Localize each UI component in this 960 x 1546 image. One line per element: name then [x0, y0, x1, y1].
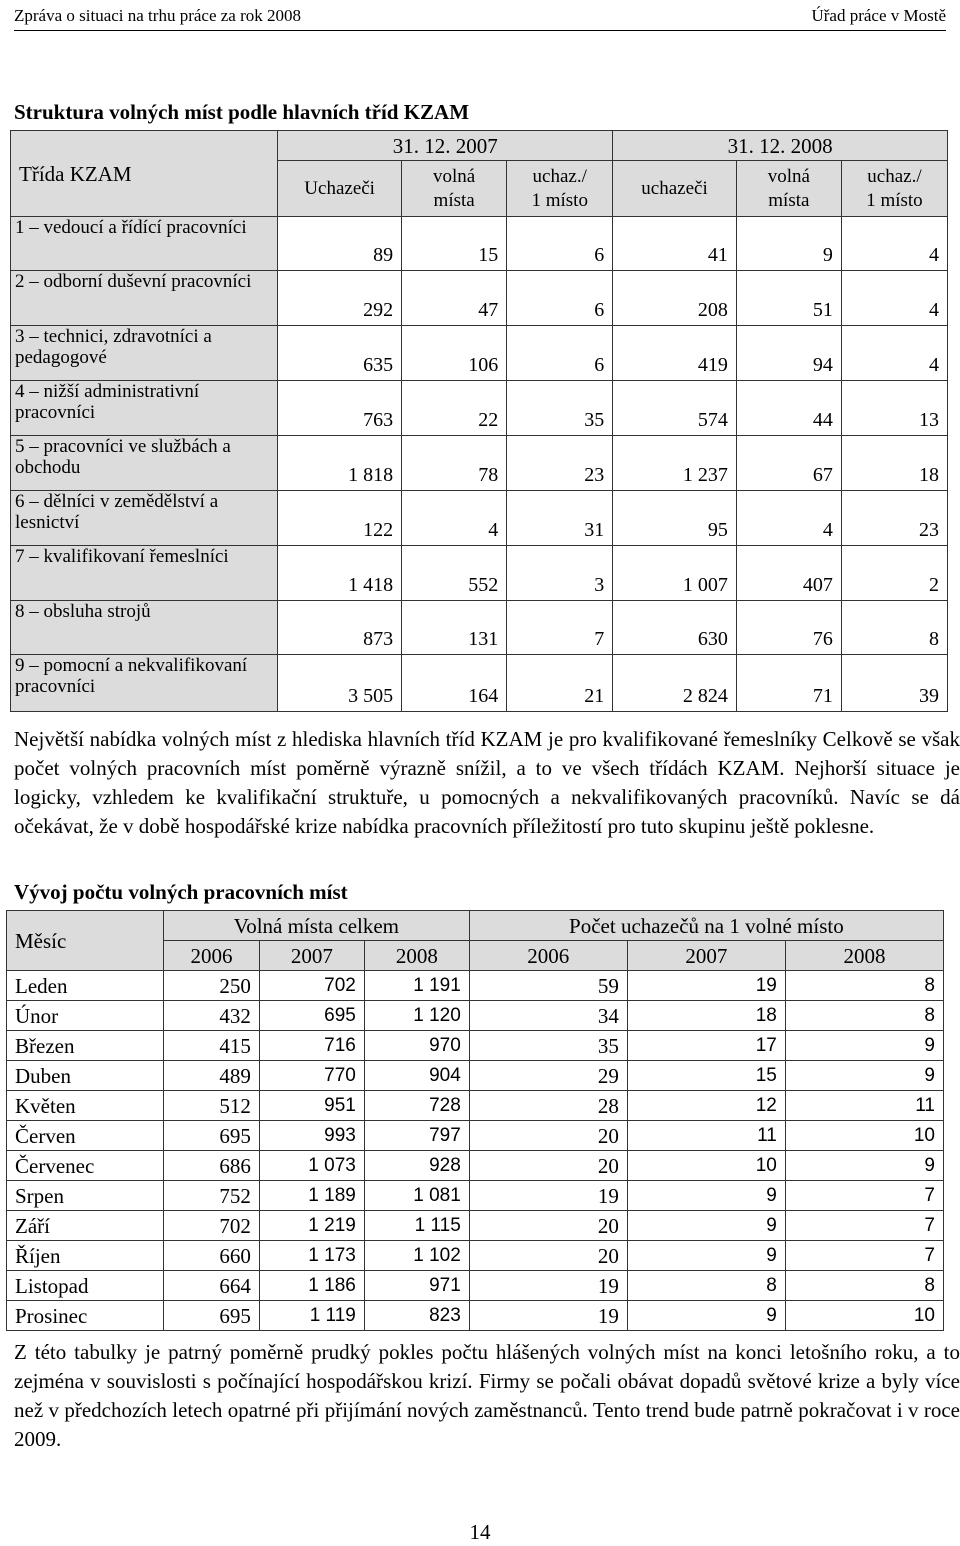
header-office-name: Úřad práce v Mostě: [811, 6, 946, 25]
monthly-month-label: Listopad: [7, 1271, 164, 1301]
monthly-year-header: 2008: [364, 941, 469, 971]
kzam-cell: 4: [841, 217, 947, 271]
kzam-row: [11, 217, 948, 271]
monthly-cell: 20: [469, 1241, 627, 1271]
monthly-cell: 28: [469, 1091, 627, 1121]
monthly-year-header: 2006: [469, 941, 627, 971]
kzam-cell: 51: [736, 271, 841, 326]
monthly-cell: 19: [469, 1301, 627, 1331]
monthly-row: [7, 1091, 944, 1121]
monthly-cell: 29: [469, 1061, 627, 1091]
monthly-cell: 1 191: [364, 971, 469, 1001]
kzam-cell: 71: [736, 655, 841, 712]
kzam-cell: 35: [507, 381, 613, 436]
monthly-cell: 489: [164, 1061, 260, 1091]
kzam-cell: 94: [736, 326, 841, 381]
monthly-cell: 8: [627, 1271, 785, 1301]
monthly-month-label: Září: [7, 1211, 164, 1241]
kzam-table: [10, 130, 948, 712]
monthly-cell: 17: [627, 1031, 785, 1061]
kzam-cell: 419: [613, 326, 737, 381]
monthly-month-label: Únor: [7, 1001, 164, 1031]
monthly-cell: 20: [469, 1151, 627, 1181]
monthly-row: [7, 1271, 944, 1301]
kzam-cell: 89: [278, 217, 402, 271]
monthly-cell: 512: [164, 1091, 260, 1121]
kzam-cell: 552: [402, 546, 507, 601]
monthly-row: [7, 971, 944, 1001]
kzam-cell: 4: [402, 491, 507, 546]
kzam-cell: 4: [841, 326, 947, 381]
monthly-cell: 9: [627, 1211, 785, 1241]
kzam-row: [11, 381, 948, 436]
monthly-month-label: Duben: [7, 1061, 164, 1091]
monthly-cell: 10: [785, 1121, 943, 1151]
monthly-cell: 716: [259, 1031, 364, 1061]
monthly-cell: 797: [364, 1121, 469, 1151]
kzam-cell: 7: [507, 601, 613, 655]
kzam-cell: 1 237: [613, 436, 737, 491]
kzam-row: [11, 491, 948, 546]
monthly-cell: 20: [469, 1121, 627, 1151]
monthly-month-label: Březen: [7, 1031, 164, 1061]
monthly-month-label: Červenec: [7, 1151, 164, 1181]
monthly-cell: 1 119: [259, 1301, 364, 1331]
kzam-cell: 21: [507, 655, 613, 712]
monthly-vacancies-table: [6, 910, 944, 1331]
monthly-cell: 660: [164, 1241, 260, 1271]
monthly-cell: 904: [364, 1061, 469, 1091]
kzam-class-header: Třída KZAM: [11, 131, 278, 217]
kzam-cell: 574: [613, 381, 737, 436]
monthly-cell: 9: [785, 1061, 943, 1091]
monthly-cell: 770: [259, 1061, 364, 1091]
monthly-cell: 35: [469, 1031, 627, 1061]
monthly-cell: 1 120: [364, 1001, 469, 1031]
kzam-cell: 106: [402, 326, 507, 381]
monthly-month-label: Leden: [7, 971, 164, 1001]
monthly-cell: 9: [627, 1181, 785, 1211]
monthly-cell: 7: [785, 1241, 943, 1271]
kzam-row: [11, 326, 948, 381]
kzam-cell: 3: [507, 546, 613, 601]
kzam-subheader: volná místa: [402, 161, 507, 217]
monthly-group-vacancies: Volná místa celkem: [164, 911, 470, 941]
kzam-class-label: 8 – obsluha strojů: [11, 601, 278, 655]
kzam-cell: 208: [613, 271, 737, 326]
kzam-class-label: 1 – vedoucí a řídící pracovníci: [11, 217, 278, 271]
kzam-class-label: 2 – odborní duševní pracovníci: [11, 271, 278, 326]
monthly-cell: 695: [164, 1121, 260, 1151]
monthly-cell: 1 173: [259, 1241, 364, 1271]
monthly-cell: 9: [785, 1151, 943, 1181]
page-number: 14: [469, 1520, 491, 1544]
kzam-subheader: uchaz./ 1 místo: [841, 161, 947, 217]
monthly-month-label: Prosinec: [7, 1301, 164, 1331]
monthly-section-title: Vývoj počtu volných pracovních míst: [14, 880, 348, 904]
monthly-commentary: Z této tabulky je patrný poměrně prudký pokles počtu hlášených volných míst na konci letošního roku, a to zejména v souvislosti s počínající hospodářskou krizí. Firmy se počali obávat dopadů světové krize a byly více než v předchozích letech opatrné při přijímání nových zaměstnanců. Tento trend bude patrně pokračovat i v roce 2009.: [14, 1340, 960, 1451]
monthly-cell: 12: [627, 1091, 785, 1121]
kzam-cell: 635: [278, 326, 402, 381]
monthly-cell: 752: [164, 1181, 260, 1211]
kzam-class-label: 5 – pracovníci ve službách a obchodu: [11, 436, 278, 491]
monthly-cell: 971: [364, 1271, 469, 1301]
kzam-cell: 44: [736, 381, 841, 436]
monthly-cell: 8: [785, 1001, 943, 1031]
kzam-cell: 4: [841, 271, 947, 326]
monthly-cell: 823: [364, 1301, 469, 1331]
kzam-cell: 1 418: [278, 546, 402, 601]
kzam-cell: 76: [736, 601, 841, 655]
monthly-cell: 1 219: [259, 1211, 364, 1241]
monthly-row: [7, 1031, 944, 1061]
kzam-subheader: uchazeči: [613, 161, 737, 217]
kzam-cell: 18: [841, 436, 947, 491]
kzam-cell: 2: [841, 546, 947, 601]
monthly-row: [7, 1061, 944, 1091]
monthly-cell: 19: [469, 1181, 627, 1211]
kzam-cell: 2 824: [613, 655, 737, 712]
kzam-class-label: 9 – pomocní a nekvalifikovaní pracovníci: [11, 655, 278, 712]
monthly-group-ratio: Počet uchazečů na 1 volné místo: [469, 911, 943, 941]
monthly-cell: 1 189: [259, 1181, 364, 1211]
monthly-cell: 9: [785, 1031, 943, 1061]
monthly-cell: 695: [164, 1301, 260, 1331]
kzam-class-label: 4 – nižší administrativní pracovníci: [11, 381, 278, 436]
kzam-cell: 23: [841, 491, 947, 546]
kzam-cell: 1 818: [278, 436, 402, 491]
monthly-row: [7, 1121, 944, 1151]
kzam-row: [11, 601, 948, 655]
monthly-cell: 8: [785, 971, 943, 1001]
kzam-subheader: Uchazeči: [278, 161, 402, 217]
monthly-row: [7, 1241, 944, 1271]
kzam-cell: 6: [507, 271, 613, 326]
monthly-cell: 11: [627, 1121, 785, 1151]
monthly-cell: 34: [469, 1001, 627, 1031]
monthly-cell: 928: [364, 1151, 469, 1181]
monthly-cell: 695: [259, 1001, 364, 1031]
monthly-row: [7, 1181, 944, 1211]
monthly-month-label: Květen: [7, 1091, 164, 1121]
kzam-section-title: Struktura volných míst podle hlavních tříd KZAM: [14, 100, 470, 124]
monthly-cell: 18: [627, 1001, 785, 1031]
monthly-cell: 7: [785, 1211, 943, 1241]
kzam-cell: 1 007: [613, 546, 737, 601]
monthly-row: [7, 1301, 944, 1331]
kzam-cell: 78: [402, 436, 507, 491]
kzam-date-2008: 31. 12. 2008: [613, 131, 948, 161]
monthly-cell: 19: [469, 1271, 627, 1301]
monthly-cell: 15: [627, 1061, 785, 1091]
kzam-cell: 763: [278, 381, 402, 436]
monthly-month-label: Srpen: [7, 1181, 164, 1211]
monthly-cell: 664: [164, 1271, 260, 1301]
monthly-cell: 1 186: [259, 1271, 364, 1301]
monthly-month-label: Říjen: [7, 1241, 164, 1271]
kzam-cell: 9: [736, 217, 841, 271]
kzam-cell: 31: [507, 491, 613, 546]
kzam-cell: 15: [402, 217, 507, 271]
kzam-cell: 6: [507, 217, 613, 271]
monthly-cell: 702: [259, 971, 364, 1001]
monthly-cell: 993: [259, 1121, 364, 1151]
monthly-cell: 1 102: [364, 1241, 469, 1271]
monthly-cell: 20: [469, 1211, 627, 1241]
kzam-row: [11, 271, 948, 326]
monthly-year-header: 2007: [259, 941, 364, 971]
kzam-cell: 3 505: [278, 655, 402, 712]
page-header: [14, 4, 946, 31]
kzam-cell: 873: [278, 601, 402, 655]
monthly-cell: 9: [627, 1301, 785, 1331]
kzam-cell: 8: [841, 601, 947, 655]
monthly-year-header: 2007: [627, 941, 785, 971]
kzam-subheader: volná místa: [736, 161, 841, 217]
monthly-row: [7, 1151, 944, 1181]
kzam-commentary: Největší nabídka volných míst z hlediska hlavních tříd KZAM je pro kvalifikované řemeslníky Celkově se však počet volných pracovních míst poměrně výrazně snížil, a to ve všech třídách KZAM. Nejhorší situace je logicky, vzhledem ke kvalifikační struktuře, u pomocných a nekvalifikovaných pracovníků. Navíc se dá očekávat, že v době hospodářské krize nabídka pracovních příležitostí pro tuto skupinu ještě poklesne.: [14, 727, 960, 838]
monthly-cell: 59: [469, 971, 627, 1001]
monthly-cell: 686: [164, 1151, 260, 1181]
monthly-cell: 1 073: [259, 1151, 364, 1181]
monthly-cell: 10: [785, 1301, 943, 1331]
monthly-cell: 10: [627, 1151, 785, 1181]
monthly-month-header: Měsíc: [7, 911, 164, 971]
kzam-cell: 131: [402, 601, 507, 655]
monthly-cell: 11: [785, 1091, 943, 1121]
monthly-year-header: 2008: [785, 941, 943, 971]
monthly-cell: 9: [627, 1241, 785, 1271]
kzam-cell: 122: [278, 491, 402, 546]
monthly-cell: 250: [164, 971, 260, 1001]
monthly-year-header: 2006: [164, 941, 260, 971]
kzam-cell: 6: [507, 326, 613, 381]
kzam-date-2007: 31. 12. 2007: [278, 131, 613, 161]
kzam-cell: 4: [736, 491, 841, 546]
kzam-class-label: 7 – kvalifikovaní řemeslníci: [11, 546, 278, 601]
kzam-class-label: 3 – technici, zdravotníci a pedagogové: [11, 326, 278, 381]
monthly-cell: 1 115: [364, 1211, 469, 1241]
kzam-cell: 292: [278, 271, 402, 326]
kzam-class-label: 6 – dělníci v zemědělství a lesnictví: [11, 491, 278, 546]
kzam-cell: 407: [736, 546, 841, 601]
monthly-cell: 8: [785, 1271, 943, 1301]
kzam-cell: 164: [402, 655, 507, 712]
kzam-cell: 23: [507, 436, 613, 491]
kzam-cell: 67: [736, 436, 841, 491]
monthly-row: [7, 1001, 944, 1031]
monthly-cell: 728: [364, 1091, 469, 1121]
monthly-cell: 702: [164, 1211, 260, 1241]
header-report-title: Zpráva o situaci na trhu práce za rok 2008: [14, 6, 301, 25]
kzam-cell: 39: [841, 655, 947, 712]
kzam-row: [11, 436, 948, 491]
monthly-month-label: Červen: [7, 1121, 164, 1151]
kzam-cell: 95: [613, 491, 737, 546]
monthly-row: [7, 1211, 944, 1241]
monthly-cell: 7: [785, 1181, 943, 1211]
kzam-row: [11, 546, 948, 601]
kzam-cell: 22: [402, 381, 507, 436]
kzam-cell: 13: [841, 381, 947, 436]
monthly-cell: 970: [364, 1031, 469, 1061]
kzam-cell: 630: [613, 601, 737, 655]
kzam-subheader: uchaz./ 1 místo: [507, 161, 613, 217]
monthly-cell: 19: [627, 971, 785, 1001]
monthly-cell: 1 081: [364, 1181, 469, 1211]
kzam-cell: 41: [613, 217, 737, 271]
monthly-cell: 432: [164, 1001, 260, 1031]
monthly-cell: 951: [259, 1091, 364, 1121]
monthly-cell: 415: [164, 1031, 260, 1061]
kzam-row: [11, 655, 948, 712]
kzam-cell: 47: [402, 271, 507, 326]
